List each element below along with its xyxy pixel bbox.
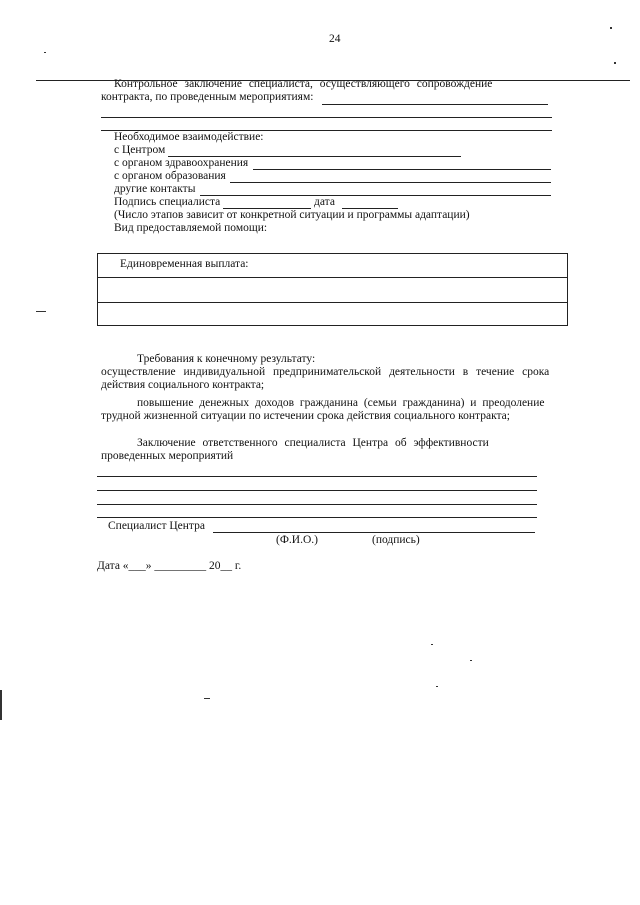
interaction-heading: Необходимое взаимодействие: [114, 131, 264, 143]
specialist-blank [213, 532, 535, 533]
specialist-label: Специалист Центра [108, 520, 205, 532]
interaction-other-blank [200, 195, 551, 196]
conclusion-line1: Заключение ответственного специалиста Центра об эффективности [137, 437, 489, 449]
scan-speck [36, 311, 46, 312]
fio-caption: (Ф.И.О.) [276, 534, 318, 546]
interaction-other-label: другие контакты [114, 183, 196, 195]
assistance-type-label: Вид предоставляемой помощи: [114, 222, 268, 234]
requirement-2-line2: трудной жизненной ситуации по истечении срока действия социального контракта; [101, 410, 510, 422]
requirement-1-line2: действия социального контракта; [101, 379, 265, 391]
scan-speck [0, 690, 2, 720]
scan-speck [614, 62, 616, 64]
scan-speck [44, 52, 46, 53]
signature-caption: (подпись) [372, 534, 420, 546]
conclusion-blank-2 [97, 490, 537, 491]
one-time-payment-label: Единовременная выплата: [120, 258, 249, 270]
conclusion-blank-3 [97, 504, 537, 505]
table-row-divider-2 [97, 302, 568, 303]
scan-speck [470, 660, 472, 661]
requirements-heading: Требования к конечному результату: [137, 353, 316, 365]
date-line: Дата «___» _________ 20__ г. [97, 560, 242, 572]
control-conclusion-line2: контракта, по проведенным мероприятиям: [101, 91, 314, 103]
requirement-1-line1: осуществление индивидуальной предпринимательской деятельности в течение срока [101, 366, 550, 378]
interaction-education-blank [230, 182, 551, 183]
scan-speck [436, 686, 438, 687]
page-number: 24 [329, 33, 341, 45]
interaction-signature-label: Подпись специалиста [114, 196, 221, 208]
scan-speck [204, 698, 210, 699]
table-row-divider-1 [97, 277, 568, 278]
requirement-2-line1: повышение денежных доходов гражданина (семьи гражданина) и преодоление [137, 397, 545, 409]
control-blank-2 [101, 117, 552, 118]
interaction-date-label: дата [314, 196, 335, 208]
scan-speck [431, 644, 433, 645]
interaction-health-label: с органом здравоохранения [114, 157, 249, 169]
control-conclusion-line1: Контрольное заключение специалиста, осуществляющего сопровождение [114, 78, 493, 90]
interaction-note: (Число этапов зависит от конкретной ситуации и программы адаптации) [114, 209, 470, 221]
interaction-center-label: с Центром [114, 144, 166, 156]
scan-speck [610, 27, 612, 29]
interaction-health-blank [253, 169, 551, 170]
conclusion-blank-4 [97, 517, 537, 518]
conclusion-blank-1 [97, 476, 537, 477]
control-blank-1 [322, 104, 548, 105]
interaction-education-label: с органом образования [114, 170, 226, 182]
conclusion-line2: проведенных мероприятий [101, 450, 234, 462]
